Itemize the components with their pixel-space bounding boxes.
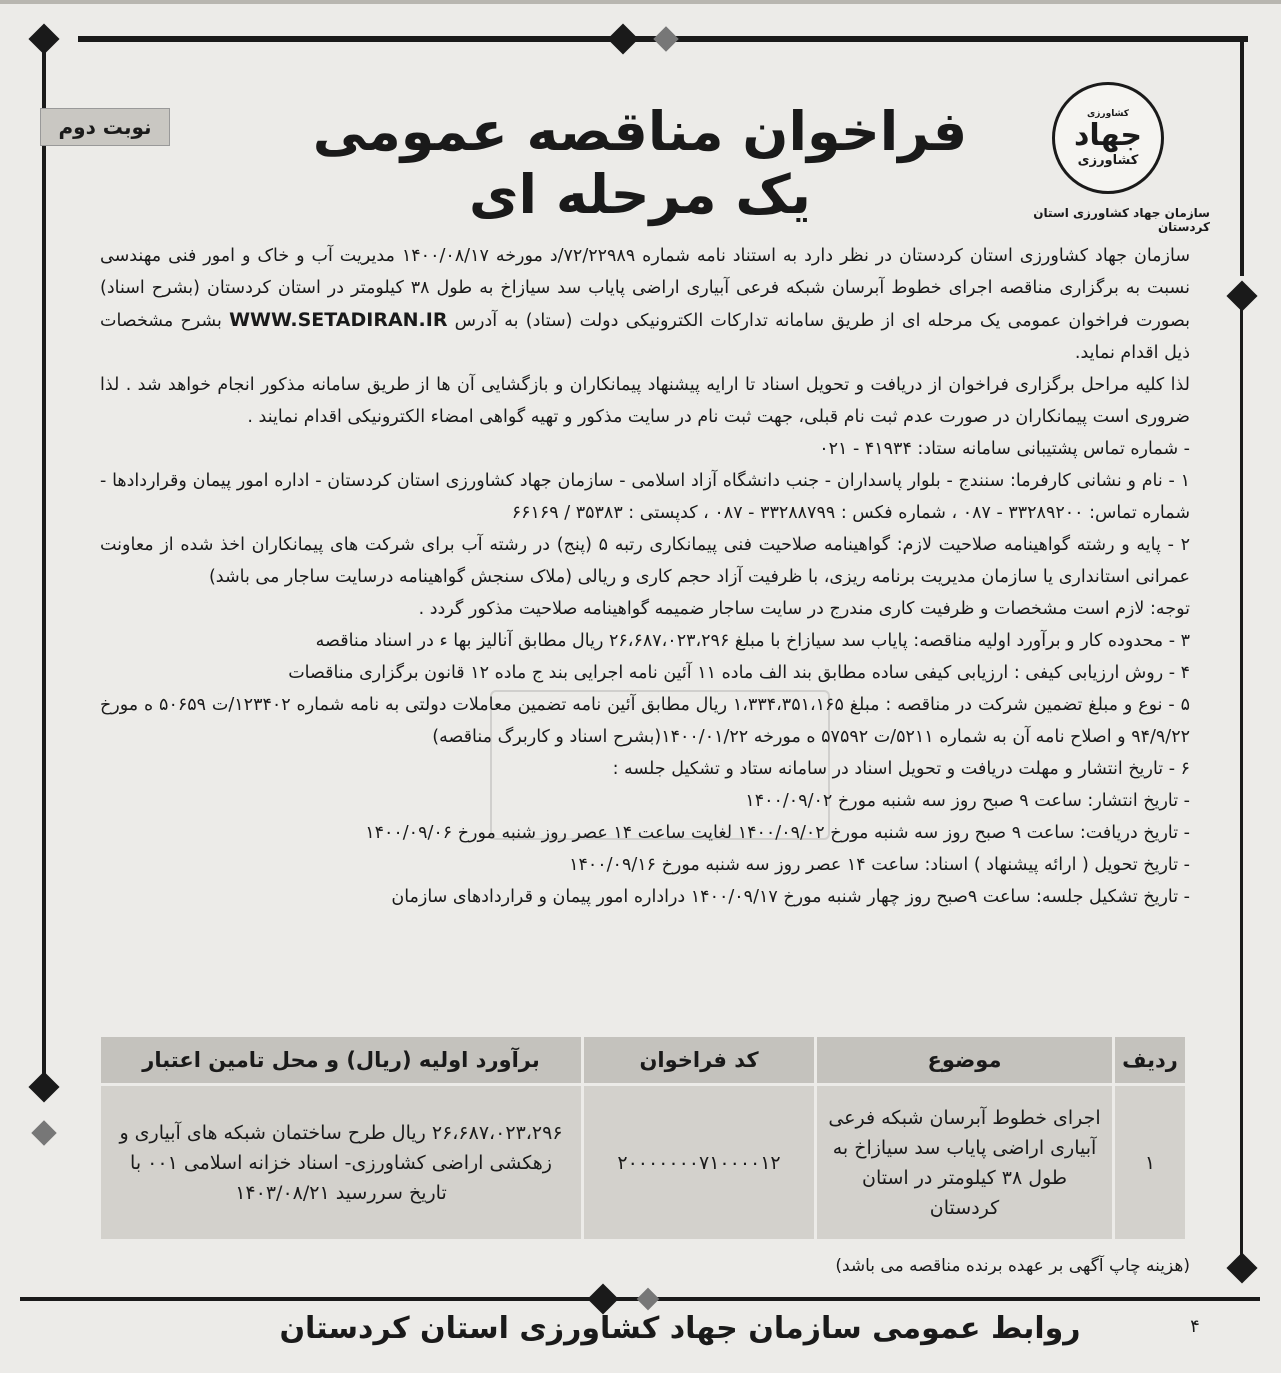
frame-diamond-ornament [587, 1283, 618, 1314]
header-row-number: ردیف [1115, 1037, 1185, 1083]
item-note: توجه: لازم است مشخصات و ظرفیت کاری مندرج در سایت ساجار ضمیمه گواهینامه صلاحیت مذکور گردد . [418, 599, 1190, 619]
date-publish: - تاریخ انتشار: ساعت ۹ صبح روز سه شنبه مورخ ۱۴۰۰/۰۹/۰۲ [745, 791, 1190, 811]
logo-main-text: جهاد [1073, 117, 1143, 153]
header-subject: موضوع [817, 1037, 1112, 1083]
setad-url-link[interactable]: WWW.SETADIRAN.IR [229, 309, 448, 331]
jahad-keshavarzi-logo [1052, 82, 1164, 194]
footer-public-relations: روابط عمومی سازمان جهاد کشاورزی استان کردستان [279, 1311, 1081, 1346]
date-receive: - تاریخ دریافت: ساعت ۹ صبح روز سه شنبه مورخ ۱۴۰۰/۰۹/۰۲ لغایت ساعت ۱۴ عصر روز شنبه مورخ ۱۴۰۰/۰۹/۰۶ [365, 823, 1190, 843]
support-phone: - شماره تماس پشتیبانی سامانه ستاد: ۴۱۹۳۴ - ۰۲۱ [819, 439, 1190, 459]
round-badge: نوبت دوم [40, 108, 170, 146]
frame-diamond-ornament [31, 1120, 56, 1145]
frame-diamond-ornament [653, 26, 678, 51]
item-qualification: ۲ - پایه و رشته گواهینامه صلاحیت لازم: گواهینامه صلاحیت فنی پیمانکاری رتبه ۵ (پنج) در رشته آب برای شرکت های پیمانکاران اخذ شده از معاونت عمرانی استانداری یا سازمان مدیریت برنامه ریزی، با ظرفیت آزاد حجم کاری و ریالی (ملاک سنجش گواهینامه درسایت ساجار می باشد) [100, 535, 1190, 587]
intro-paragraph [100, 240, 1190, 369]
logo-sub-text: کشاورزی [1077, 152, 1139, 168]
intro-end-text: بشرح مشخصات ذیل اقدام نماید. [100, 311, 1190, 363]
frame-diamond-ornament [1226, 280, 1257, 311]
item-dates-heading: ۶ - تاریخ انتشار و مهلت دریافت و تحویل اسناد در سامانه ستاد و تشکیل جلسه : [612, 759, 1190, 779]
header-code: کد فراخوان [584, 1037, 814, 1083]
frame-left-bar [42, 36, 46, 1096]
date-meeting: - تاریخ تشکیل جلسه: ساعت ۹صبح روز چهار شنبه مورخ ۱۴۰۰/۰۹/۱۷ دراداره امور پیمان و قراردادهای سازمان [391, 887, 1190, 907]
item-evaluation-method: ۴ - روش ارزیابی کیفی : ارزیابی کیفی ساده مطابق بند الف ماده ۱۱ آئین نامه اجرایی بند ج ماده ۱۲ قانون برگزاری مناقصات [288, 663, 1190, 683]
item-employer: ۱ - نام و نشانی کارفرما: سنندج - بلوار پاسداران - جنب دانشگاه آزاد اسلامی - سازمان جهاد کشاورزی استان کردستان - اداره امور پیمان وقراردادها - شماره تماس: ۳۳۲۸۹۲۰۰ - ۰۸۷ ، شماره فکس : ۳۳۲۸۸۷۹۹ - ۰۸۷ ، کدپستی : ۳۵۳۸۳ / ۶۶۱۶۹ [100, 471, 1190, 523]
frame-right-bar [1240, 36, 1244, 276]
table-row [101, 1086, 1185, 1239]
item-scope-estimate: ۳ - محدوده کار و برآورد اولیه مناقصه: پایاب سد سیازاخ با مبلغ ۲۶،۶۸۷،۰۲۳،۲۹۶ ریال مطابق آنالیز بها ء در اسناد مناقصه [315, 631, 1190, 651]
frame-diamond-ornament [637, 1288, 660, 1311]
logo-top-text: کشاورزی [1087, 108, 1129, 119]
item-guarantee: ۵ - نوع و مبلغ تضمین شرکت در مناقصه : مبلغ ۱،۳۳۴،۳۵۱،۱۶۵ ریال مطابق آئین نامه تضمین معاملات دولتی به نامه شماره ۱۲۳۴۰۲/ت ۵۰۶۵۹ ه مورخ ۹۴/۹/۲۲ و اصلاح نامه آن به شماره ۵۲۱۱/ت ۵۷۵۹۲ ه مورخه ۱۴۰۰/۰۱/۲۲(بشرح اسناد و کاربرگ مناقصه) [100, 695, 1190, 747]
tender-table [98, 1034, 1188, 1242]
tender-body [100, 240, 1190, 913]
frame-right-bar-lower [1240, 300, 1243, 1260]
page-number: ۴ [1190, 1316, 1200, 1337]
cell-estimate: ۲۶،۶۸۷،۰۲۳،۲۹۶ ریال طرح ساختمان شبکه های آبیاری و زهکشی اراضی کشاورزی- اسناد خزانه اسلامی ۰۰۱ با تاریخ سررسید ۱۴۰۳/۰۸/۲۱ [101, 1086, 581, 1239]
cell-code: ۲۰۰۰۰۰۰۰۷۱۰۰۰۰۱۲ [584, 1086, 814, 1239]
frame-diamond-ornament [1226, 1252, 1257, 1283]
intro-text: سازمان جهاد کشاورزی استان کردستان در نظر دارد به استناد نامه شماره ۷۲/۲۲۹۸۹/د مورخه ۱۴۰۰/۰۸/۱۷ مدیریت آب و خاک و امور فنی مهندسی نسبت به برگزاری مناقصه اجرای خطوط آبرسان شبکه فرعی آبیاری اراضی پایاب سد سیازاخ به طول ۳۸ کیلومتر در استان کردستان (بشرح اسناد) بصورت فراخوان عمومی یک مرحله ای از طریق سامانه تدارکات الکترونیکی دولت (ستاد) به آدرس [100, 246, 1191, 331]
procedure-paragraph: لذا کلیه مراحل برگزاری فراخوان از دریافت و تحویل اسناد تا ارایه پیشنهاد پیمانکاران و بازگشایی آن ها از طریق سامانه مذکور انجام خواهد شد . لذا ضروری است پیمانکاران در صورت عدم ثبت نام قبلی، جهت ثبت نام در سایت مذکور و تهیه گواهی امضاء الکترونیکی اقدام نمایند . [100, 375, 1190, 427]
header-estimate: برآورد اولیه (ریال) و محل تامین اعتبار [101, 1037, 581, 1083]
frame-diamond-ornament [607, 23, 638, 54]
print-cost-footnote: (هزینه چاپ آگهی بر عهده برنده مناقصه می باشد) [835, 1256, 1190, 1276]
frame-diamond-ornament [28, 23, 59, 54]
cell-subject: اجرای خطوط آبرسان شبکه فرعی آبیاری اراضی پایاب سد سیازاخ به طول ۳۸ کیلومتر در استان کردستان [817, 1086, 1112, 1239]
frame-diamond-ornament [28, 1071, 59, 1102]
organization-caption: سازمان جهاد کشاورزی استان کردستان [1033, 206, 1210, 234]
table-header-row [101, 1037, 1185, 1083]
cell-row-number: ۱ [1115, 1086, 1185, 1239]
page-top-border [0, 0, 1281, 4]
date-submit: - تاریخ تحویل ( ارائه پیشنهاد ) اسناد: ساعت ۱۴ عصر روز سه شنبه مورخ ۱۴۰۰/۰۹/۱۶ [569, 855, 1190, 875]
page-title: فراخوان مناقصه عمومی یک مرحله ای [312, 100, 968, 226]
